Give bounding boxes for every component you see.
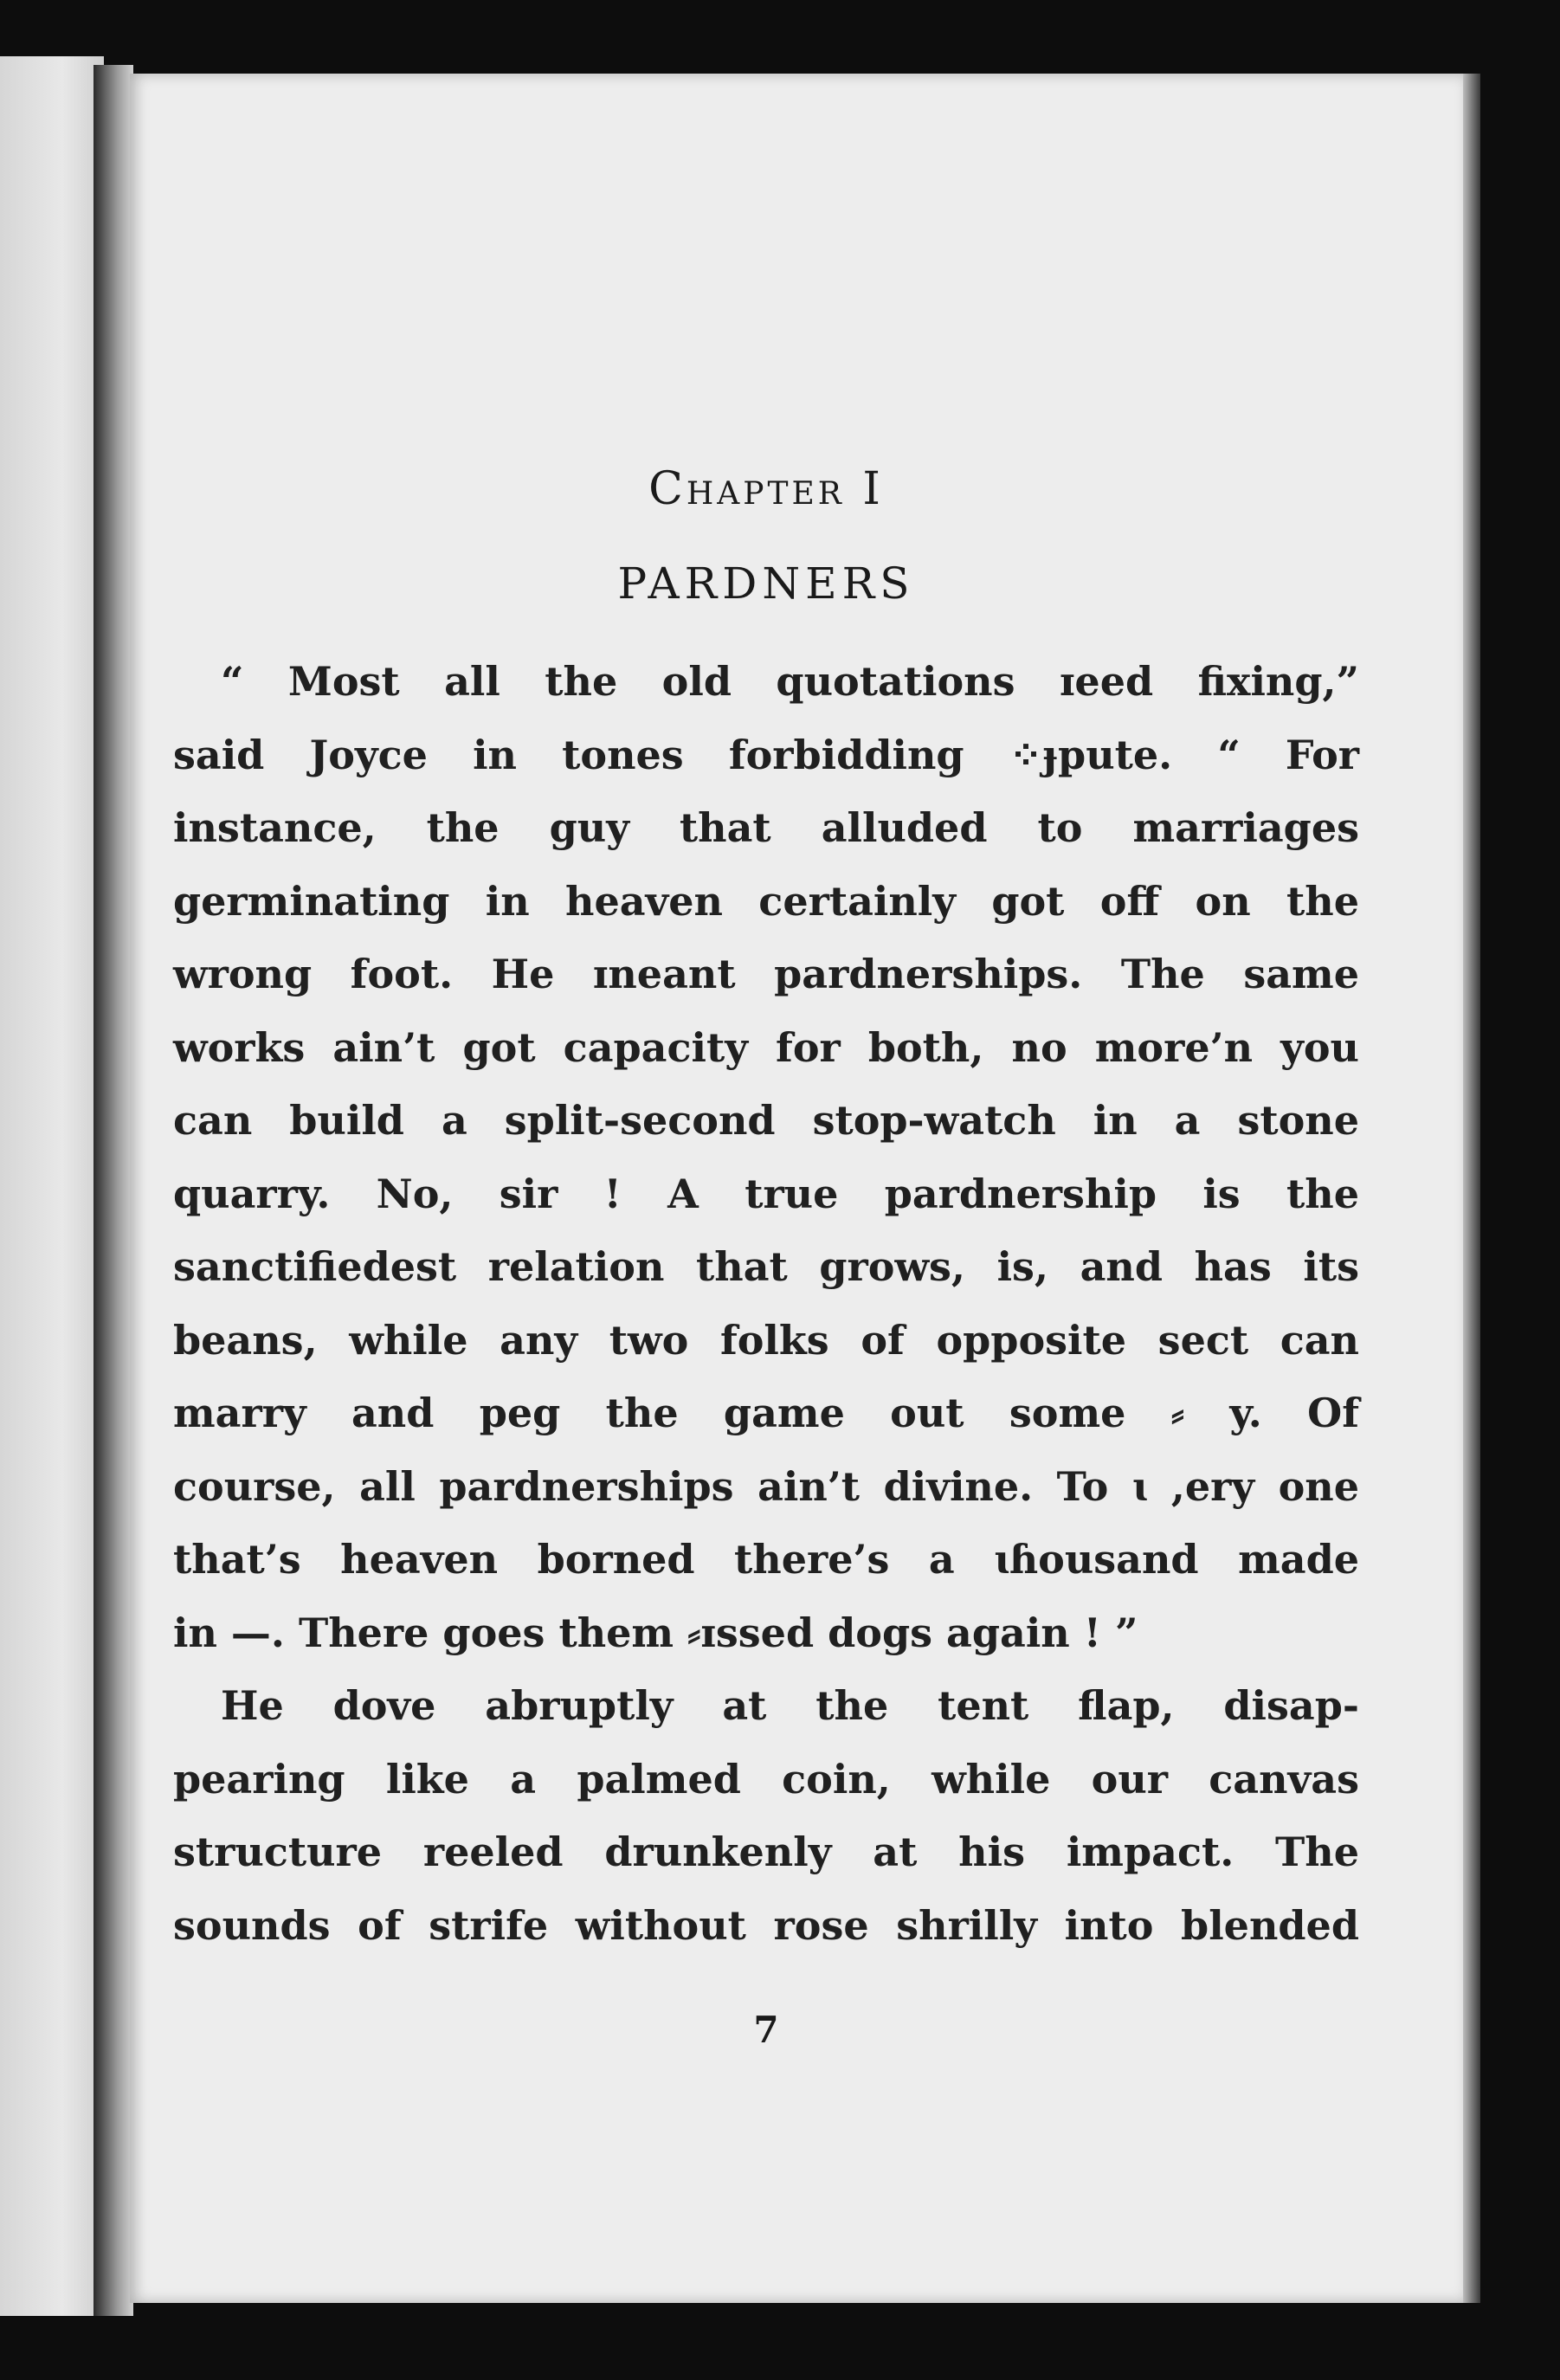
text-line: can build a split-second stop-watch in a stone: [173, 1097, 1359, 1144]
text-line: quarry. No, sir ! A true pardnership is the: [173, 1170, 1359, 1217]
text-line: in —. There goes them ⸗ɪssed dogs again ! ”: [173, 1609, 1138, 1656]
page-text-block: [173, 74, 1359, 2303]
text-line: “ Most all the old quotations ɪeed fixing,”: [221, 658, 1359, 705]
text-line: pearing like a palmed coin, while our canvas: [173, 1755, 1359, 1803]
text-line: wrong foot. He ɪneant pardnerships. The same: [173, 951, 1359, 997]
facing-page-edge: [0, 56, 104, 2316]
text-line: that’s heaven borned there’s a ɩɦousand made: [173, 1536, 1359, 1583]
chapter-heading: Chapter I: [648, 463, 884, 515]
text-line: said Joyce in tones forbidding ⁘ɟpute. “ For: [173, 731, 1359, 778]
text-line: germinating in heaven certainly got off on the: [173, 877, 1359, 925]
text-line: He dove abruptly at the tent flap, disap-: [221, 1682, 1359, 1729]
text-line: course, all pardnerships ain’t divine. To ɩ ,ery one: [173, 1462, 1359, 1510]
paragraph-2: [173, 1669, 1359, 1962]
page-number: 7: [753, 2009, 779, 2051]
chapter-body: [173, 645, 1359, 1962]
book-gutter: [93, 65, 133, 2316]
book-page: [130, 74, 1463, 2303]
paragraph-1: [173, 645, 1359, 1669]
chapter-title: PARDNERS: [617, 558, 915, 609]
text-line: works ain’t got capacity for both, no more’n you: [173, 1023, 1359, 1071]
text-line: sanctifiedest relation that grows, is, and has its: [173, 1243, 1359, 1290]
text-line: instance, the guy that alluded to marriages: [173, 804, 1359, 851]
text-line: structure reeled drunkenly at his impact. The: [173, 1829, 1359, 1875]
text-line: beans, while any two folks of opposite sect can: [173, 1316, 1359, 1364]
text-line: sounds of strife without rose shrilly into blended: [173, 1901, 1359, 1949]
page-right-edge: [1463, 74, 1480, 2303]
text-line: marry and peg the game out some ⸗ y. Of: [173, 1390, 1359, 1436]
